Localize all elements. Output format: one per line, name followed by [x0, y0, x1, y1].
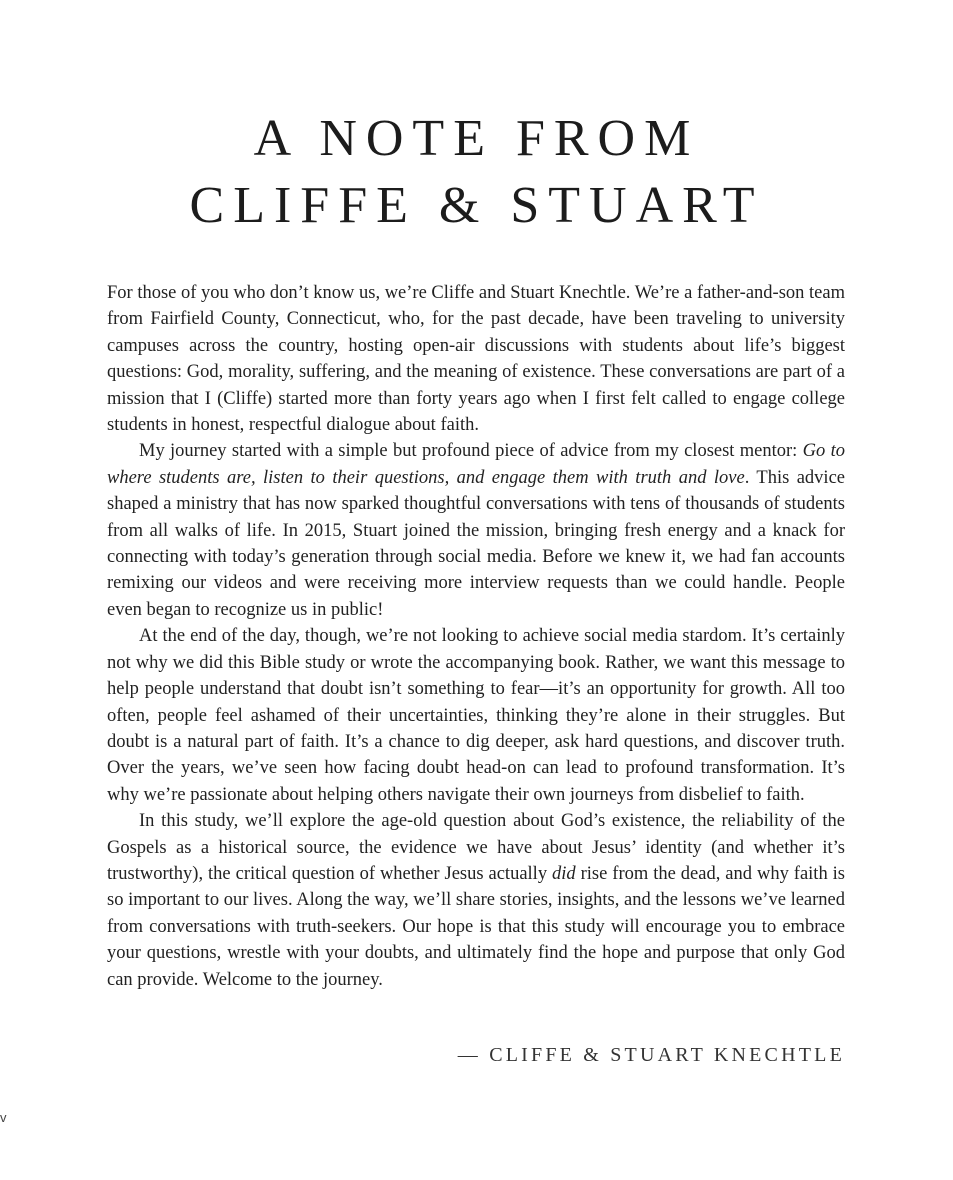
note-body [107, 280, 845, 993]
page-title-line-1: A NOTE FROM [253, 110, 700, 167]
paragraph-4 [107, 808, 845, 993]
paragraph-3-text: At the end of the day, though, we’re not looking to achieve social media stardom. It’s certainly not why we did this Bible study or wrote the accompanying book. Rather, we want this message to help people understand that doubt isn’t something to fear—it’s an opportunity for growth. All too often, people feel ashamed of their uncertainties, thinking they’re alone in their struggles. But doubt is a natural part of faith. It’s a chance to dig deeper, ask hard questions, and discover truth. Over the years, we’ve seen how facing doubt head-on can lead to profound transformation. It’s why we’re passionate about helping others navigate their own journeys from disbelief to faith. [107, 626, 845, 805]
page-number: v [0, 1110, 7, 1125]
paragraph-4-text-end: rise from the dead, and why faith is so important to our lives. Along the way, we’ll share stories, insights, and the lessons we’ve learned from conversations with truth-seekers. Our hope is that this study will encourage you to embrace your questions, wrestle with your doubts, and ultimately find the hope and purpose that only God can provide. Welcome to the journey. [107, 863, 845, 990]
page-title-line-2: CLIFFE & STUART [189, 177, 764, 234]
paragraph-2-text-end: . This advice shaped a ministry that has now sparked thoughtful conversations with tens of thousands of students from all walks of life. In 2015, Stuart joined the mission, bringing fresh energy and a knack for connecting with today’s generation through social media. Before we knew it, we had fan accounts remixing our videos and were receiving more interview requests than we could handle. People even began to recognize us in public! [107, 467, 845, 620]
paragraph-2-text-start: My journey started with a simple but profound piece of advice from my closest mentor: [139, 441, 803, 462]
signature: — CLIFFE & STUART KNECHTLE [457, 1044, 845, 1066]
paragraph-4-text-start: In this study, we’ll explore the age-old question about God’s existence, the reliability of the Gospels as a historical source, the evidence we have about Jesus’ identity (and whether it’s trustworthy), the critical question of whether Jesus actually [107, 811, 845, 884]
paragraph-1 [107, 280, 845, 438]
paragraph-2 [107, 438, 845, 623]
paragraph-3 [107, 623, 845, 808]
paragraph-1-text: For those of you who don’t know us, we’re Cliffe and Stuart Knechtle. We’re a father-and-son team from Fairfield County, Connecticut, who, for the past decade, have been traveling to university campuses across the country, hosting open-air discussions with students about life’s biggest questions: God, morality, suffering, and the meaning of existence. These conversations are part of a mission that I (Cliffe) started more than forty years ago when I first felt called to engage college students in honest, respectful dialogue about faith. [107, 283, 845, 436]
emphasis-did: did [552, 863, 576, 884]
page-title [0, 105, 953, 239]
mentor-advice-quote: Go to where students are, listen to their questions, and engage them with truth and love [107, 441, 845, 488]
